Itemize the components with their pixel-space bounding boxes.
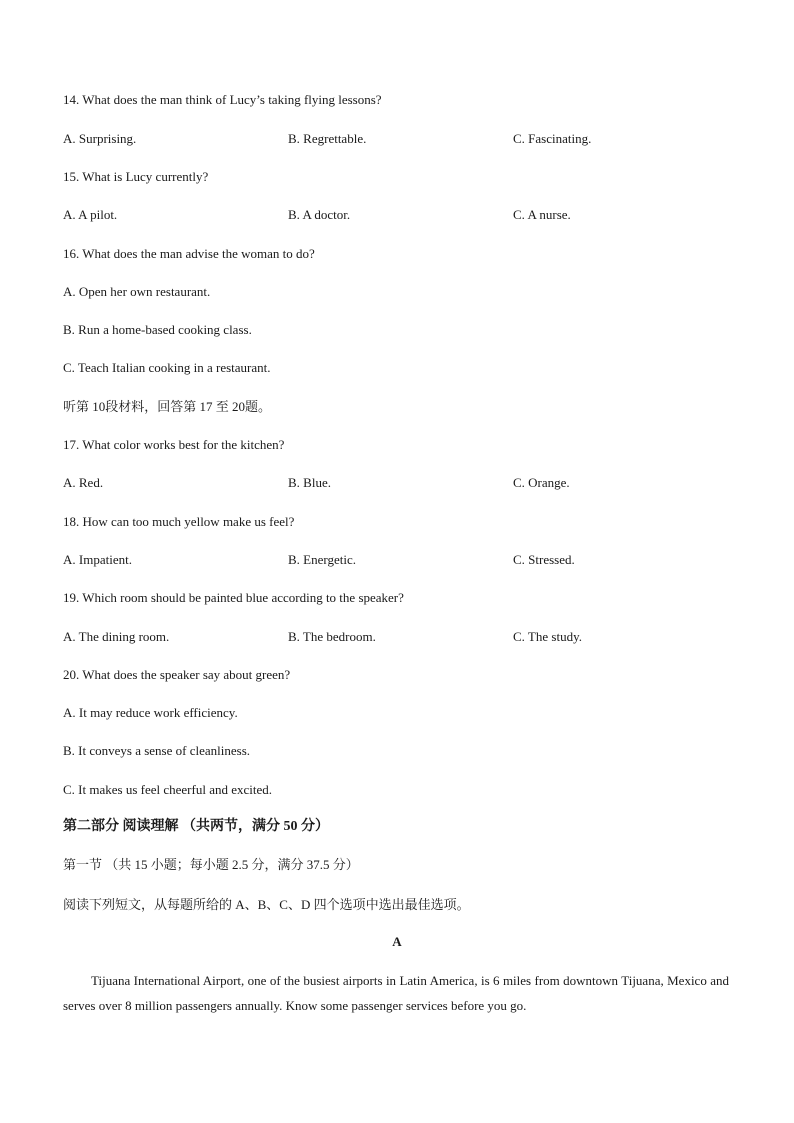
option-15-a: A. A pilot. bbox=[63, 207, 118, 222]
option-14-a: A. Surprising. bbox=[63, 131, 137, 146]
option-19-b: B. The bedroom. bbox=[288, 629, 376, 644]
option-20-a: A. It may reduce work efficiency. bbox=[63, 705, 238, 720]
question-14: 14. What does the man think of Lucy’s taking flying lessons? bbox=[63, 92, 382, 107]
option-18-b: B. Energetic. bbox=[288, 552, 356, 567]
option-17-a: A. Red. bbox=[63, 475, 104, 490]
options-14 bbox=[63, 130, 743, 148]
option-17-c: C. Orange. bbox=[513, 475, 570, 490]
question-20: 20. What does the speaker say about green? bbox=[63, 667, 291, 682]
option-20-b: B. It conveys a sense of cleanliness. bbox=[63, 743, 251, 758]
options-19 bbox=[63, 628, 743, 646]
question-15: 15. What is Lucy currently? bbox=[63, 169, 209, 184]
option-17-b: B. Blue. bbox=[288, 475, 331, 490]
option-14-b: B. Regrettable. bbox=[288, 131, 367, 146]
passage-label: A bbox=[392, 934, 402, 949]
part2-title: 第二部分 阅读理解 （共两节，满分 50 分） bbox=[63, 819, 329, 834]
options-15 bbox=[63, 206, 743, 224]
question-19: 19. Which room should be painted blue according to the speaker? bbox=[63, 590, 404, 605]
options-17 bbox=[63, 474, 743, 492]
option-14-c: C. Fascinating. bbox=[513, 131, 592, 146]
question-16: 16. What does the man advise the woman to do? bbox=[63, 246, 315, 261]
question-18: 18. How can too much yellow make us feel? bbox=[63, 514, 295, 529]
option-16-c: C. Teach Italian cooking in a restaurant. bbox=[63, 360, 271, 375]
options-18 bbox=[63, 551, 743, 569]
option-15-b: B. A doctor. bbox=[288, 207, 351, 222]
reading-instruction: 阅读下列短文，从每题所给的 A、B、C、D 四个选项中选出最佳选项。 bbox=[63, 897, 470, 912]
option-19-c: C. The study. bbox=[513, 629, 582, 644]
option-18-c: C. Stressed. bbox=[513, 552, 575, 567]
passage-a-paragraph: Tijuana International Airport, one of the busiest airports in Latin America, is 6 miles from downtown Tijuana, Mexico and serves over 8 million passengers annually. Know some passenger services before you go. bbox=[63, 973, 729, 1013]
option-19-a: A. The dining room. bbox=[63, 629, 170, 644]
option-16-b: B. Run a home-based cooking class. bbox=[63, 322, 252, 337]
section1-heading: 第一节 （共 15 小题；每小题 2.5 分，满分 37.5 分） bbox=[63, 857, 359, 872]
option-20-c: C. It makes us feel cheerful and excited. bbox=[63, 782, 272, 797]
option-16-a: A. Open her own restaurant. bbox=[63, 284, 211, 299]
question-17: 17. What color works best for the kitchen? bbox=[63, 437, 285, 452]
listening-instruction: 听第 10段材料，回答第 17 至 20题。 bbox=[63, 399, 272, 414]
option-18-a: A. Impatient. bbox=[63, 552, 132, 567]
option-15-c: C. A nurse. bbox=[513, 207, 571, 222]
